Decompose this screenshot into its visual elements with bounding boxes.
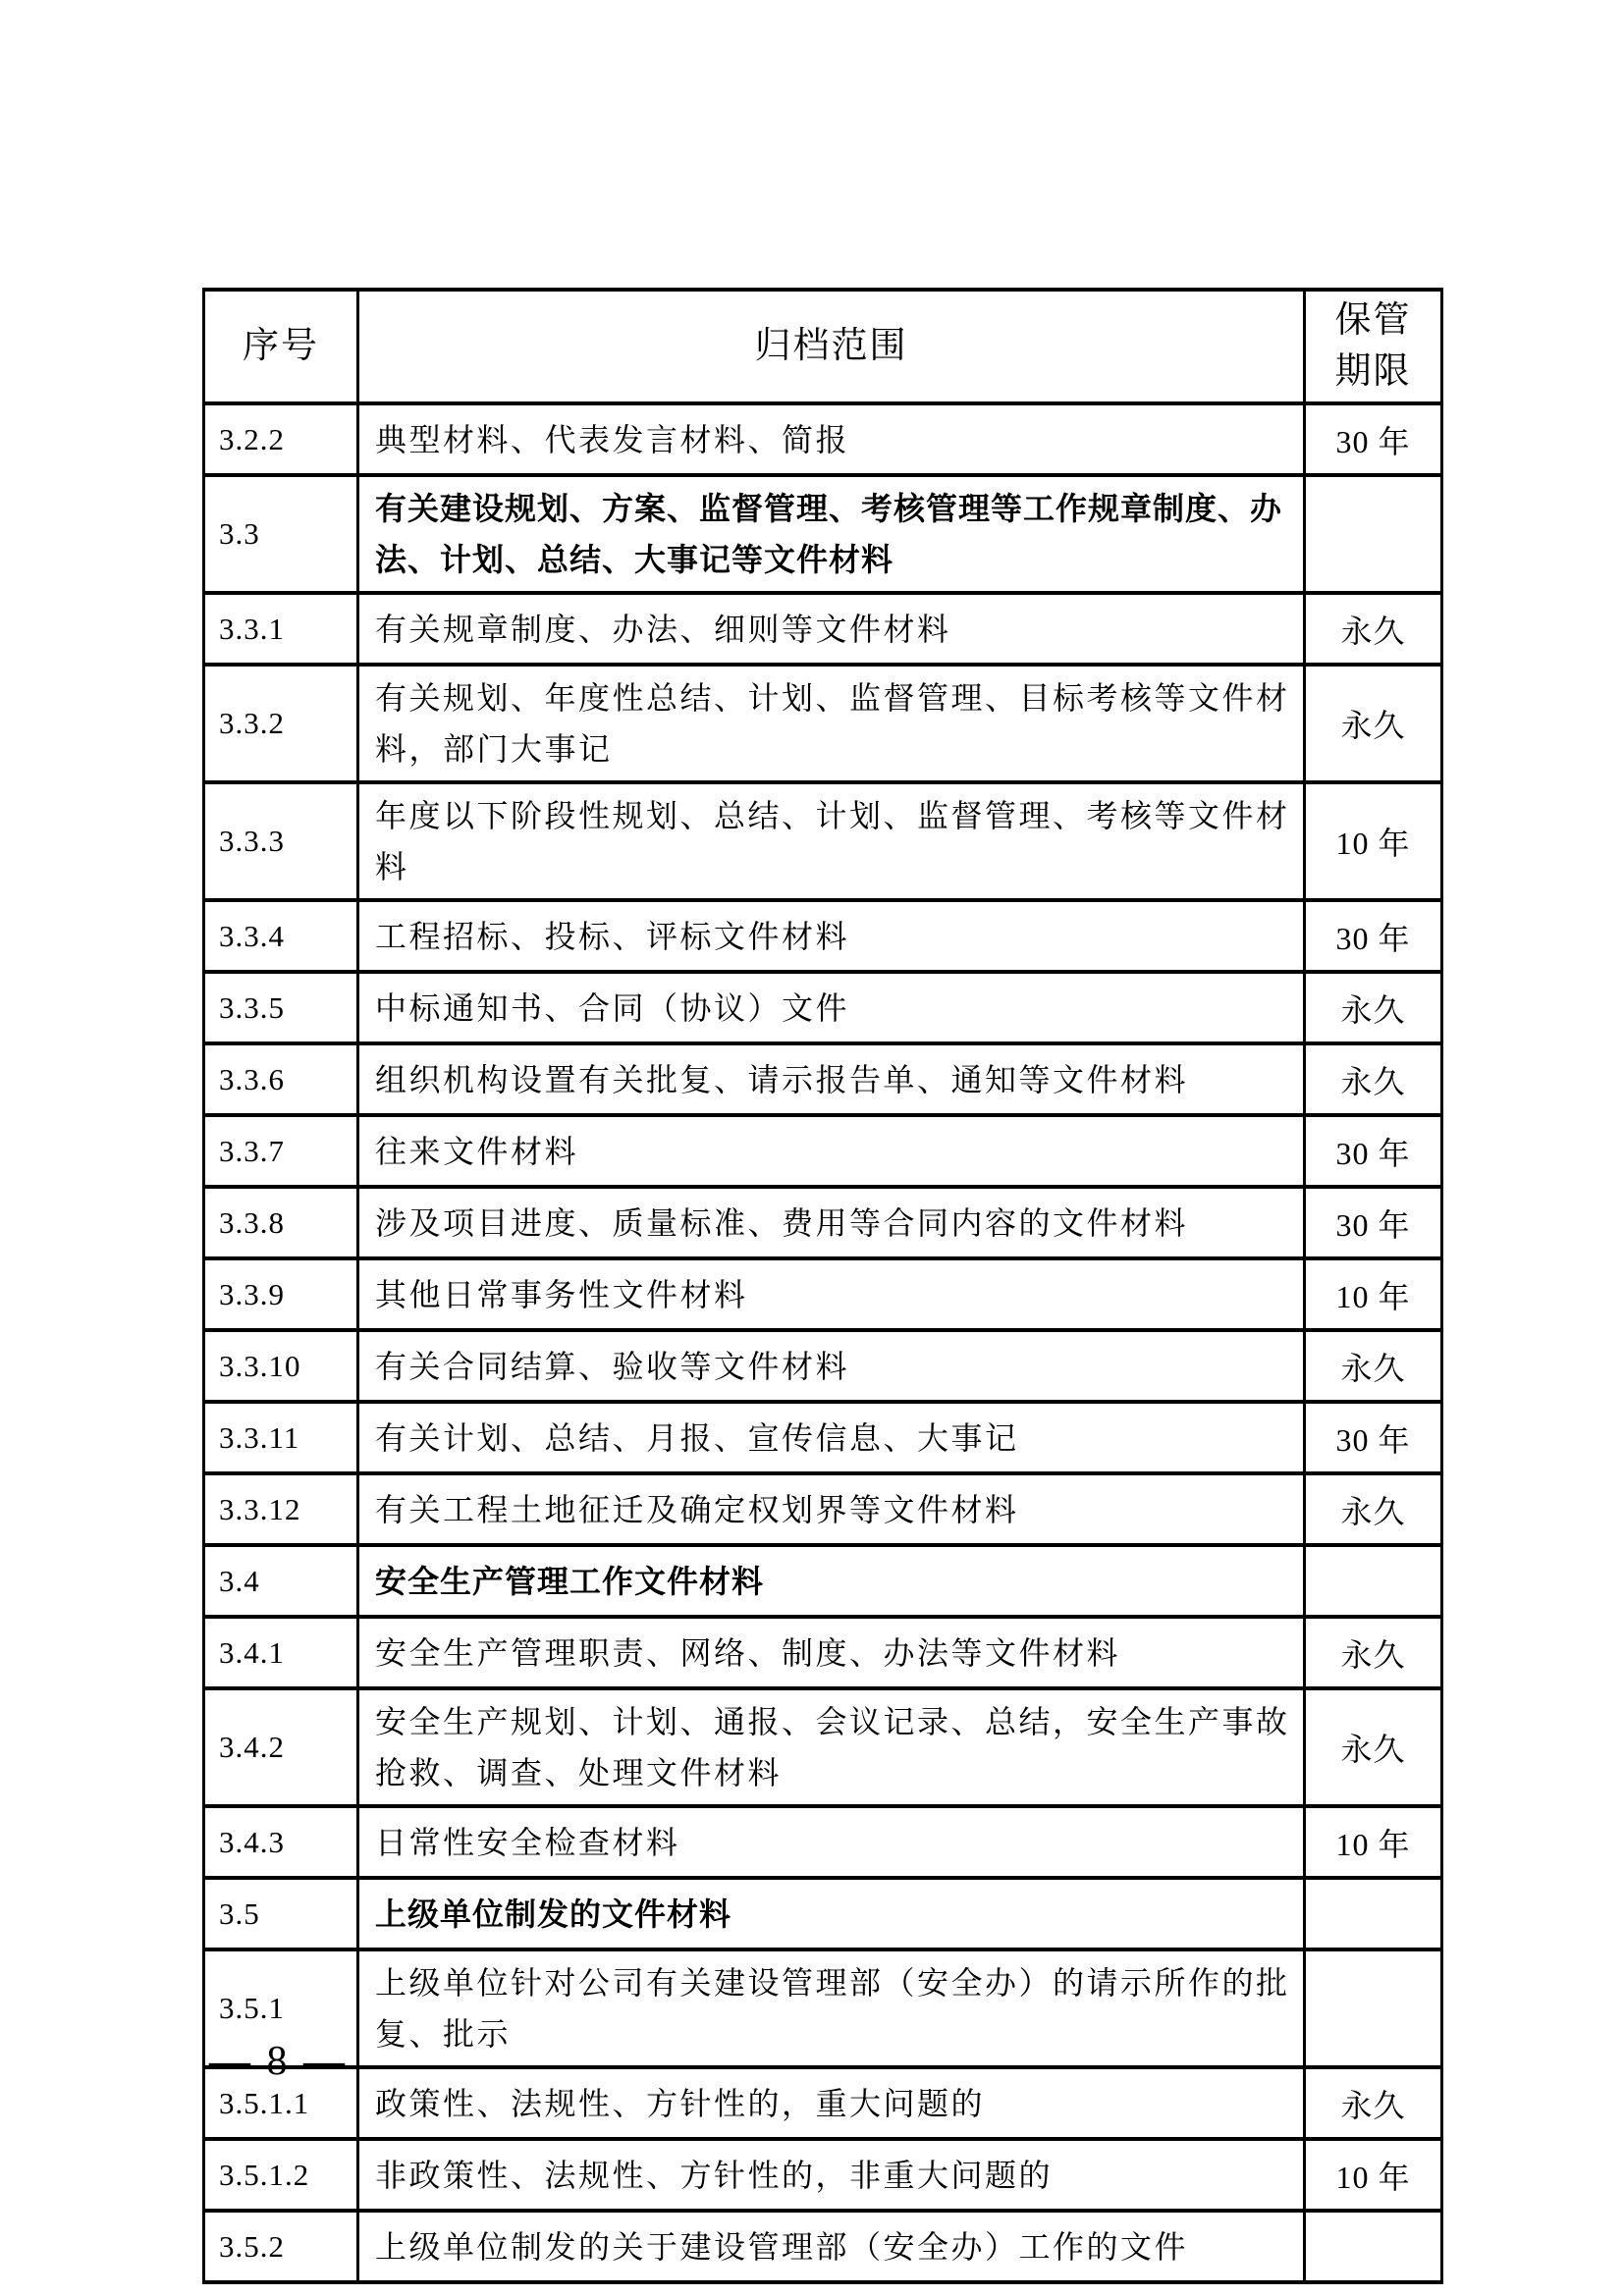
header-retention-line1: 保管 xyxy=(1334,300,1412,341)
row-scope-cell: 日常性安全检查材料 xyxy=(358,1806,1305,1878)
row-index-cell: 3.5 xyxy=(204,1878,358,1949)
row-retention-cell: 永久 xyxy=(1305,593,1442,665)
table-row xyxy=(204,1258,1442,1330)
row-scope-cell: 有关工程土地征迁及确定权划界等文件材料 xyxy=(358,1473,1305,1545)
row-scope-cell: 有关计划、总结、月报、宣传信息、大事记 xyxy=(358,1402,1305,1473)
row-scope-cell: 典型材料、代表发言材料、简报 xyxy=(358,403,1305,475)
row-scope-cell: 工程招标、投标、评标文件材料 xyxy=(358,900,1305,972)
row-index-cell: 3.5.2 xyxy=(204,2211,358,2282)
row-retention-cell: 永久 xyxy=(1305,1330,1442,1402)
row-index-cell: 3.3.8 xyxy=(204,1187,358,1258)
row-scope-cell: 有关合同结算、验收等文件材料 xyxy=(358,1330,1305,1402)
table-row xyxy=(204,2139,1442,2211)
row-retention-cell xyxy=(1305,1878,1442,1949)
row-index-cell: 3.3.1 xyxy=(204,593,358,665)
table-header xyxy=(204,290,1442,403)
row-scope-cell: 政策性、法规性、方针性的，重大问题的 xyxy=(358,2067,1305,2139)
row-retention-cell: 30 年 xyxy=(1305,900,1442,972)
table-row xyxy=(204,475,1442,593)
row-scope-cell: 非政策性、法规性、方针性的，非重大问题的 xyxy=(358,2139,1305,2211)
table-row xyxy=(204,1617,1442,1688)
row-scope-cell: 年度以下阶段性规划、总结、计划、监督管理、考核等文件材料 xyxy=(358,782,1305,900)
table-row xyxy=(204,1545,1442,1617)
row-index-cell: 3.4.3 xyxy=(204,1806,358,1878)
row-index-cell: 3.3.12 xyxy=(204,1473,358,1545)
table-body xyxy=(204,403,1442,2282)
row-retention-cell: 永久 xyxy=(1305,665,1442,782)
row-retention-cell: 10 年 xyxy=(1305,2139,1442,2211)
row-index-cell: 3.3.4 xyxy=(204,900,358,972)
table-row xyxy=(204,2211,1442,2282)
row-scope-cell: 涉及项目进度、质量标准、费用等合同内容的文件材料 xyxy=(358,1187,1305,1258)
row-index-cell: 3.3.2 xyxy=(204,665,358,782)
header-scope: 归档范围 xyxy=(358,290,1305,403)
row-index-cell: 3.3.9 xyxy=(204,1258,358,1330)
row-retention-cell: 永久 xyxy=(1305,1617,1442,1688)
table-row xyxy=(204,1402,1442,1473)
row-index-cell: 3.3.5 xyxy=(204,972,358,1043)
row-index-cell: 3.4.2 xyxy=(204,1688,358,1806)
row-retention-cell xyxy=(1305,1949,1442,2067)
row-retention-cell xyxy=(1305,475,1442,593)
table-row xyxy=(204,1115,1442,1187)
table-row xyxy=(204,782,1442,900)
row-index-cell: 3.2.2 xyxy=(204,403,358,475)
row-retention-cell: 10 年 xyxy=(1305,1258,1442,1330)
row-index-cell: 3.5.1 xyxy=(204,1949,358,2067)
row-scope-cell: 上级单位针对公司有关建设管理部（安全办）的请示所作的批复、批示 xyxy=(358,1949,1305,2067)
row-retention-cell: 30 年 xyxy=(1305,1187,1442,1258)
table-header-row xyxy=(204,290,1442,403)
row-retention-cell: 10 年 xyxy=(1305,782,1442,900)
row-retention-cell: 10 年 xyxy=(1305,1806,1442,1878)
row-retention-cell: 30 年 xyxy=(1305,403,1442,475)
archive-scope-table xyxy=(202,288,1443,2284)
row-index-cell: 3.3.3 xyxy=(204,782,358,900)
table-row xyxy=(204,2067,1442,2139)
row-scope-cell: 有关建设规划、方案、监督管理、考核管理等工作规章制度、办法、计划、总结、大事记等文件材料 xyxy=(358,475,1305,593)
row-scope-cell: 安全生产管理职责、网络、制度、办法等文件材料 xyxy=(358,1617,1305,1688)
row-index-cell: 3.3.7 xyxy=(204,1115,358,1187)
row-index-cell: 3.5.1.1 xyxy=(204,2067,358,2139)
table-row xyxy=(204,665,1442,782)
row-retention-cell: 30 年 xyxy=(1305,1115,1442,1187)
table-row xyxy=(204,593,1442,665)
header-retention-line2: 期限 xyxy=(1334,351,1412,392)
row-retention-cell xyxy=(1305,1545,1442,1617)
row-retention-cell: 永久 xyxy=(1305,1043,1442,1115)
table-row xyxy=(204,1949,1442,2067)
row-index-cell: 3.5.1.2 xyxy=(204,2139,358,2211)
row-scope-cell: 上级单位制发的文件材料 xyxy=(358,1878,1305,1949)
row-retention-cell: 永久 xyxy=(1305,1688,1442,1806)
row-scope-cell: 上级单位制发的关于建设管理部（安全办）工作的文件 xyxy=(358,2211,1305,2282)
row-scope-cell: 组织机构设置有关批复、请示报告单、通知等文件材料 xyxy=(358,1043,1305,1115)
header-index: 序号 xyxy=(204,290,358,403)
table-row xyxy=(204,1806,1442,1878)
table-row xyxy=(204,900,1442,972)
row-scope-cell: 有关规章制度、办法、细则等文件材料 xyxy=(358,593,1305,665)
table-row xyxy=(204,1043,1442,1115)
row-index-cell: 3.3 xyxy=(204,475,358,593)
table-row xyxy=(204,1688,1442,1806)
row-retention-cell: 永久 xyxy=(1305,1473,1442,1545)
table-row xyxy=(204,403,1442,475)
table-row xyxy=(204,1473,1442,1545)
header-retention xyxy=(1305,290,1442,403)
row-index-cell: 3.4.1 xyxy=(204,1617,358,1688)
row-retention-cell: 永久 xyxy=(1305,2067,1442,2139)
row-scope-cell: 有关规划、年度性总结、计划、监督管理、目标考核等文件材料，部门大事记 xyxy=(358,665,1305,782)
row-index-cell: 3.3.6 xyxy=(204,1043,358,1115)
table-row xyxy=(204,972,1442,1043)
table-row xyxy=(204,1330,1442,1402)
row-index-cell: 3.3.11 xyxy=(204,1402,358,1473)
row-index-cell: 3.4 xyxy=(204,1545,358,1617)
row-index-cell: 3.3.10 xyxy=(204,1330,358,1402)
row-scope-cell: 安全生产管理工作文件材料 xyxy=(358,1545,1305,1617)
row-scope-cell: 安全生产规划、计划、通报、会议记录、总结，安全生产事故抢救、调查、处理文件材料 xyxy=(358,1688,1305,1806)
row-retention-cell: 30 年 xyxy=(1305,1402,1442,1473)
page-number: — 8 — xyxy=(209,2039,348,2084)
row-scope-cell: 往来文件材料 xyxy=(358,1115,1305,1187)
row-retention-cell: 永久 xyxy=(1305,972,1442,1043)
row-scope-cell: 中标通知书、合同（协议）文件 xyxy=(358,972,1305,1043)
row-scope-cell: 其他日常事务性文件材料 xyxy=(358,1258,1305,1330)
row-retention-cell xyxy=(1305,2211,1442,2282)
table-row xyxy=(204,1187,1442,1258)
table-row xyxy=(204,1878,1442,1949)
